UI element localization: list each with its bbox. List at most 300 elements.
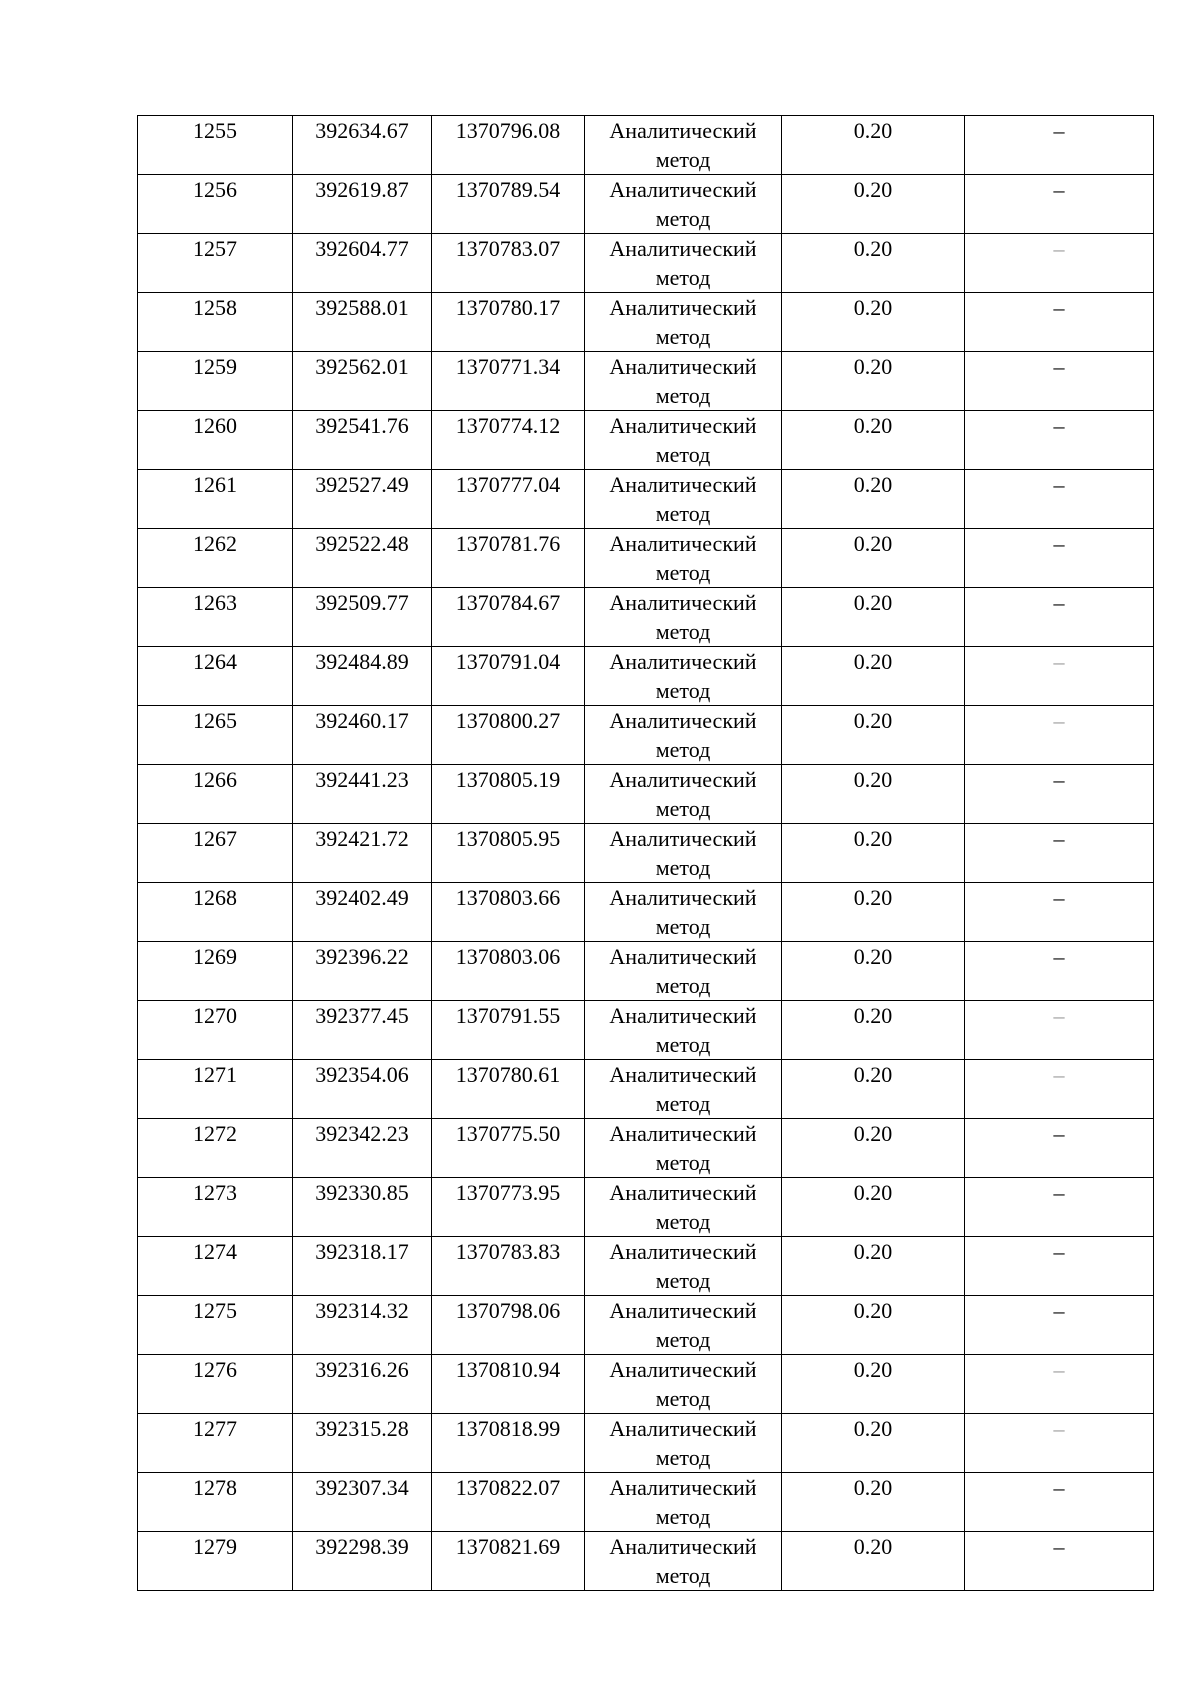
point-number-cell-text: 1267 (193, 826, 237, 851)
method-cell-text: Аналитический метод (609, 1003, 757, 1057)
note-cell-text: – (1053, 767, 1065, 792)
note-cell (965, 470, 1154, 529)
point-number-cell (138, 529, 293, 588)
method-cell (585, 352, 782, 411)
note-cell (965, 1119, 1154, 1178)
method-cell-text: Аналитический метод (609, 531, 757, 585)
method-cell (585, 175, 782, 234)
accuracy-cell-text: 0.20 (853, 118, 893, 143)
x-coordinate-cell-text: 392307.34 (315, 1475, 409, 1500)
method-cell (585, 1414, 782, 1473)
y-coordinate-cell (432, 1414, 585, 1473)
method-cell (585, 470, 782, 529)
note-cell-text: – (1053, 1298, 1065, 1323)
y-coordinate-cell-text: 1370777.04 (455, 472, 561, 497)
y-coordinate-cell (432, 1296, 585, 1355)
note-cell-text: – (1053, 944, 1065, 969)
method-cell-text: Аналитический метод (609, 118, 757, 172)
point-number-cell-text: 1258 (193, 295, 237, 320)
note-cell-text: – (1053, 413, 1065, 438)
note-cell-text: – (1053, 1475, 1065, 1500)
method-cell-text: Аналитический метод (609, 413, 757, 467)
point-number-cell-text: 1279 (193, 1534, 237, 1559)
point-number-cell (138, 1532, 293, 1591)
x-coordinate-cell-text: 392318.17 (315, 1239, 409, 1264)
y-coordinate-cell-text: 1370821.69 (455, 1534, 561, 1559)
method-cell-text: Аналитический метод (609, 826, 757, 880)
x-coordinate-cell (293, 588, 432, 647)
accuracy-cell-text: 0.20 (853, 1180, 893, 1205)
y-coordinate-cell (432, 1355, 585, 1414)
accuracy-cell (782, 1001, 965, 1060)
y-coordinate-cell-text: 1370781.76 (455, 531, 561, 556)
accuracy-cell (782, 1237, 965, 1296)
accuracy-cell (782, 470, 965, 529)
point-number-cell (138, 824, 293, 883)
y-coordinate-cell (432, 883, 585, 942)
y-coordinate-cell-text: 1370783.07 (455, 236, 561, 261)
x-coordinate-cell (293, 529, 432, 588)
point-number-cell-text: 1274 (193, 1239, 237, 1264)
y-coordinate-cell-text: 1370803.06 (455, 944, 561, 969)
x-coordinate-cell (293, 1001, 432, 1060)
note-cell-text: – (1053, 590, 1065, 615)
y-coordinate-cell-text: 1370800.27 (455, 708, 561, 733)
table-row (138, 1296, 1154, 1355)
method-cell (585, 883, 782, 942)
x-coordinate-cell-text: 392541.76 (315, 413, 409, 438)
y-coordinate-cell-text: 1370791.55 (455, 1003, 561, 1028)
point-number-cell-text: 1270 (193, 1003, 237, 1028)
method-cell-text: Аналитический метод (609, 1062, 757, 1116)
x-coordinate-cell (293, 116, 432, 175)
table-row (138, 1414, 1154, 1473)
x-coordinate-cell-text: 392460.17 (315, 708, 409, 733)
x-coordinate-cell (293, 1532, 432, 1591)
y-coordinate-cell-text: 1370803.66 (455, 885, 561, 910)
accuracy-cell (782, 1355, 965, 1414)
y-coordinate-cell (432, 175, 585, 234)
accuracy-cell-text: 0.20 (853, 1357, 893, 1382)
accuracy-cell (782, 1119, 965, 1178)
note-cell (965, 1355, 1154, 1414)
x-coordinate-cell-text: 392634.67 (315, 118, 409, 143)
point-number-cell (138, 1414, 293, 1473)
accuracy-cell-text: 0.20 (853, 590, 893, 615)
note-cell (965, 175, 1154, 234)
method-cell-text: Аналитический метод (609, 1239, 757, 1293)
accuracy-cell (782, 1060, 965, 1119)
method-cell (585, 706, 782, 765)
point-number-cell (138, 1178, 293, 1237)
accuracy-cell (782, 175, 965, 234)
point-number-cell (138, 1237, 293, 1296)
note-cell-text: – (1053, 1357, 1065, 1382)
y-coordinate-cell-text: 1370805.95 (455, 826, 561, 851)
note-cell-text: – (1053, 1239, 1065, 1264)
note-cell (965, 1001, 1154, 1060)
point-number-cell-text: 1259 (193, 354, 237, 379)
method-cell-text: Аналитический метод (609, 649, 757, 703)
point-number-cell-text: 1257 (193, 236, 237, 261)
method-cell-text: Аналитический метод (609, 1534, 757, 1588)
accuracy-cell (782, 1296, 965, 1355)
table-row (138, 765, 1154, 824)
x-coordinate-cell (293, 352, 432, 411)
method-cell (585, 647, 782, 706)
coordinates-table (137, 115, 1154, 1591)
accuracy-cell-text: 0.20 (853, 1121, 893, 1146)
accuracy-cell (782, 1414, 965, 1473)
x-coordinate-cell (293, 942, 432, 1001)
note-cell-text: – (1053, 118, 1065, 143)
point-number-cell (138, 942, 293, 1001)
table-row (138, 706, 1154, 765)
method-cell-text: Аналитический метод (609, 177, 757, 231)
table-row (138, 175, 1154, 234)
note-cell (965, 529, 1154, 588)
x-coordinate-cell (293, 234, 432, 293)
note-cell (965, 1532, 1154, 1591)
method-cell (585, 824, 782, 883)
accuracy-cell-text: 0.20 (853, 1003, 893, 1028)
method-cell-text: Аналитический метод (609, 1357, 757, 1411)
x-coordinate-cell (293, 1296, 432, 1355)
note-cell-text: – (1053, 1121, 1065, 1146)
y-coordinate-cell (432, 1119, 585, 1178)
point-number-cell (138, 883, 293, 942)
method-cell (585, 234, 782, 293)
note-cell (965, 647, 1154, 706)
y-coordinate-cell-text: 1370784.67 (455, 590, 561, 615)
table-row (138, 942, 1154, 1001)
point-number-cell-text: 1265 (193, 708, 237, 733)
point-number-cell-text: 1272 (193, 1121, 237, 1146)
accuracy-cell (782, 1178, 965, 1237)
y-coordinate-cell-text: 1370771.34 (455, 354, 561, 379)
table-row (138, 1532, 1154, 1591)
accuracy-cell-text: 0.20 (853, 354, 893, 379)
method-cell (585, 942, 782, 1001)
note-cell (965, 1296, 1154, 1355)
x-coordinate-cell-text: 392330.85 (315, 1180, 409, 1205)
method-cell-text: Аналитический метод (609, 885, 757, 939)
y-coordinate-cell-text: 1370798.06 (455, 1298, 561, 1323)
point-number-cell (138, 293, 293, 352)
method-cell (585, 1296, 782, 1355)
accuracy-cell-text: 0.20 (853, 177, 893, 202)
point-number-cell (138, 352, 293, 411)
point-number-cell (138, 647, 293, 706)
y-coordinate-cell (432, 1473, 585, 1532)
x-coordinate-cell-text: 392484.89 (315, 649, 409, 674)
point-number-cell (138, 175, 293, 234)
accuracy-cell-text: 0.20 (853, 413, 893, 438)
x-coordinate-cell-text: 392402.49 (315, 885, 409, 910)
method-cell (585, 1473, 782, 1532)
method-cell-text: Аналитический метод (609, 1416, 757, 1470)
accuracy-cell (782, 883, 965, 942)
accuracy-cell (782, 706, 965, 765)
y-coordinate-cell-text: 1370783.83 (455, 1239, 561, 1264)
x-coordinate-cell (293, 1473, 432, 1532)
y-coordinate-cell-text: 1370780.61 (455, 1062, 561, 1087)
note-cell-text: – (1053, 1534, 1065, 1559)
method-cell-text: Аналитический метод (609, 354, 757, 408)
accuracy-cell-text: 0.20 (853, 236, 893, 261)
method-cell (585, 116, 782, 175)
point-number-cell-text: 1261 (193, 472, 237, 497)
note-cell (965, 824, 1154, 883)
y-coordinate-cell (432, 824, 585, 883)
x-coordinate-cell-text: 392604.77 (315, 236, 409, 261)
y-coordinate-cell-text: 1370791.04 (455, 649, 561, 674)
note-cell (965, 116, 1154, 175)
point-number-cell (138, 1296, 293, 1355)
table-row (138, 588, 1154, 647)
method-cell (585, 1001, 782, 1060)
point-number-cell-text: 1273 (193, 1180, 237, 1205)
note-cell (965, 293, 1154, 352)
y-coordinate-cell-text: 1370805.19 (455, 767, 561, 792)
x-coordinate-cell-text: 392377.45 (315, 1003, 409, 1028)
x-coordinate-cell-text: 392588.01 (315, 295, 409, 320)
accuracy-cell (782, 765, 965, 824)
note-cell-text: – (1053, 708, 1065, 733)
y-coordinate-cell (432, 411, 585, 470)
note-cell-text: – (1053, 1003, 1065, 1028)
x-coordinate-cell-text: 392619.87 (315, 177, 409, 202)
x-coordinate-cell-text: 392315.28 (315, 1416, 409, 1441)
note-cell-text: – (1053, 1180, 1065, 1205)
x-coordinate-cell-text: 392298.39 (315, 1534, 409, 1559)
point-number-cell-text: 1278 (193, 1475, 237, 1500)
table-row (138, 234, 1154, 293)
accuracy-cell-text: 0.20 (853, 1239, 893, 1264)
point-number-cell-text: 1277 (193, 1416, 237, 1441)
method-cell-text: Аналитический метод (609, 1298, 757, 1352)
method-cell-text: Аналитический метод (609, 1475, 757, 1529)
accuracy-cell-text: 0.20 (853, 1534, 893, 1559)
x-coordinate-cell (293, 647, 432, 706)
x-coordinate-cell-text: 392509.77 (315, 590, 409, 615)
x-coordinate-cell-text: 392441.23 (315, 767, 409, 792)
y-coordinate-cell-text: 1370780.17 (455, 295, 561, 320)
accuracy-cell (782, 293, 965, 352)
y-coordinate-cell (432, 1237, 585, 1296)
y-coordinate-cell-text: 1370796.08 (455, 118, 561, 143)
point-number-cell-text: 1256 (193, 177, 237, 202)
method-cell (585, 1237, 782, 1296)
table-row (138, 647, 1154, 706)
table-row (138, 1473, 1154, 1532)
y-coordinate-cell (432, 1178, 585, 1237)
y-coordinate-cell (432, 1001, 585, 1060)
point-number-cell (138, 765, 293, 824)
method-cell (585, 1119, 782, 1178)
accuracy-cell-text: 0.20 (853, 1475, 893, 1500)
y-coordinate-cell-text: 1370810.94 (455, 1357, 561, 1382)
y-coordinate-cell (432, 765, 585, 824)
accuracy-cell (782, 824, 965, 883)
accuracy-cell-text: 0.20 (853, 708, 893, 733)
x-coordinate-cell (293, 1178, 432, 1237)
y-coordinate-cell-text: 1370775.50 (455, 1121, 561, 1146)
y-coordinate-cell (432, 529, 585, 588)
point-number-cell-text: 1269 (193, 944, 237, 969)
note-cell (965, 411, 1154, 470)
note-cell-text: – (1053, 826, 1065, 851)
accuracy-cell-text: 0.20 (853, 649, 893, 674)
method-cell (585, 588, 782, 647)
method-cell (585, 1532, 782, 1591)
method-cell (585, 765, 782, 824)
method-cell-text: Аналитический метод (609, 472, 757, 526)
accuracy-cell (782, 411, 965, 470)
accuracy-cell-text: 0.20 (853, 1062, 893, 1087)
accuracy-cell-text: 0.20 (853, 531, 893, 556)
x-coordinate-cell-text: 392314.32 (315, 1298, 409, 1323)
y-coordinate-cell (432, 1532, 585, 1591)
point-number-cell (138, 470, 293, 529)
x-coordinate-cell-text: 392421.72 (315, 826, 409, 851)
accuracy-cell (782, 588, 965, 647)
table-row (138, 1001, 1154, 1060)
method-cell-text: Аналитический метод (609, 1121, 757, 1175)
table-row (138, 470, 1154, 529)
y-coordinate-cell-text: 1370818.99 (455, 1416, 561, 1441)
x-coordinate-cell-text: 392522.48 (315, 531, 409, 556)
y-coordinate-cell-text: 1370789.54 (455, 177, 561, 202)
y-coordinate-cell (432, 116, 585, 175)
x-coordinate-cell (293, 293, 432, 352)
point-number-cell (138, 706, 293, 765)
note-cell (965, 883, 1154, 942)
table-row (138, 1178, 1154, 1237)
note-cell-text: – (1053, 531, 1065, 556)
point-number-cell (138, 411, 293, 470)
point-number-cell-text: 1268 (193, 885, 237, 910)
note-cell-text: – (1053, 295, 1065, 320)
point-number-cell-text: 1266 (193, 767, 237, 792)
method-cell-text: Аналитический метод (609, 944, 757, 998)
note-cell-text: – (1053, 354, 1065, 379)
method-cell (585, 411, 782, 470)
note-cell-text: – (1053, 1416, 1065, 1441)
x-coordinate-cell (293, 1237, 432, 1296)
x-coordinate-cell (293, 883, 432, 942)
method-cell-text: Аналитический метод (609, 1180, 757, 1234)
accuracy-cell-text: 0.20 (853, 1298, 893, 1323)
point-number-cell-text: 1260 (193, 413, 237, 438)
x-coordinate-cell-text: 392342.23 (315, 1121, 409, 1146)
accuracy-cell-text: 0.20 (853, 472, 893, 497)
note-cell (965, 706, 1154, 765)
note-cell (965, 1473, 1154, 1532)
accuracy-cell (782, 1532, 965, 1591)
method-cell-text: Аналитический метод (609, 236, 757, 290)
method-cell (585, 529, 782, 588)
note-cell (965, 352, 1154, 411)
table-row (138, 411, 1154, 470)
x-coordinate-cell-text: 392527.49 (315, 472, 409, 497)
method-cell (585, 1178, 782, 1237)
y-coordinate-cell (432, 588, 585, 647)
point-number-cell (138, 1473, 293, 1532)
point-number-cell (138, 1355, 293, 1414)
accuracy-cell-text: 0.20 (853, 826, 893, 851)
table-row (138, 529, 1154, 588)
point-number-cell-text: 1255 (193, 118, 237, 143)
table-row (138, 352, 1154, 411)
y-coordinate-cell (432, 1060, 585, 1119)
y-coordinate-cell (432, 470, 585, 529)
note-cell (965, 588, 1154, 647)
method-cell (585, 1355, 782, 1414)
note-cell (965, 942, 1154, 1001)
accuracy-cell (782, 116, 965, 175)
x-coordinate-cell-text: 392562.01 (315, 354, 409, 379)
method-cell-text: Аналитический метод (609, 767, 757, 821)
x-coordinate-cell (293, 1060, 432, 1119)
method-cell (585, 293, 782, 352)
x-coordinate-cell (293, 470, 432, 529)
table-body (138, 116, 1154, 1591)
note-cell (965, 1060, 1154, 1119)
point-number-cell-text: 1263 (193, 590, 237, 615)
table-row (138, 116, 1154, 175)
y-coordinate-cell (432, 234, 585, 293)
accuracy-cell-text: 0.20 (853, 944, 893, 969)
point-number-cell (138, 1060, 293, 1119)
x-coordinate-cell (293, 1414, 432, 1473)
table-row (138, 824, 1154, 883)
y-coordinate-cell (432, 942, 585, 1001)
point-number-cell-text: 1275 (193, 1298, 237, 1323)
note-cell-text: – (1053, 177, 1065, 202)
note-cell (965, 1237, 1154, 1296)
method-cell-text: Аналитический метод (609, 590, 757, 644)
table-row (138, 293, 1154, 352)
accuracy-cell (782, 529, 965, 588)
note-cell-text: – (1053, 649, 1065, 674)
point-number-cell-text: 1264 (193, 649, 237, 674)
point-number-cell-text: 1262 (193, 531, 237, 556)
table-row (138, 1119, 1154, 1178)
accuracy-cell-text: 0.20 (853, 767, 893, 792)
x-coordinate-cell-text: 392316.26 (315, 1357, 409, 1382)
x-coordinate-cell-text: 392354.06 (315, 1062, 409, 1087)
accuracy-cell-text: 0.20 (853, 885, 893, 910)
x-coordinate-cell (293, 175, 432, 234)
accuracy-cell (782, 234, 965, 293)
y-coordinate-cell (432, 352, 585, 411)
y-coordinate-cell-text: 1370774.12 (455, 413, 561, 438)
x-coordinate-cell-text: 392396.22 (315, 944, 409, 969)
x-coordinate-cell (293, 1119, 432, 1178)
accuracy-cell (782, 352, 965, 411)
x-coordinate-cell (293, 765, 432, 824)
method-cell-text: Аналитический метод (609, 708, 757, 762)
accuracy-cell (782, 1473, 965, 1532)
point-number-cell-text: 1271 (193, 1062, 237, 1087)
x-coordinate-cell (293, 411, 432, 470)
point-number-cell (138, 1001, 293, 1060)
accuracy-cell-text: 0.20 (853, 1416, 893, 1441)
method-cell (585, 1060, 782, 1119)
note-cell-text: – (1053, 236, 1065, 261)
note-cell (965, 765, 1154, 824)
